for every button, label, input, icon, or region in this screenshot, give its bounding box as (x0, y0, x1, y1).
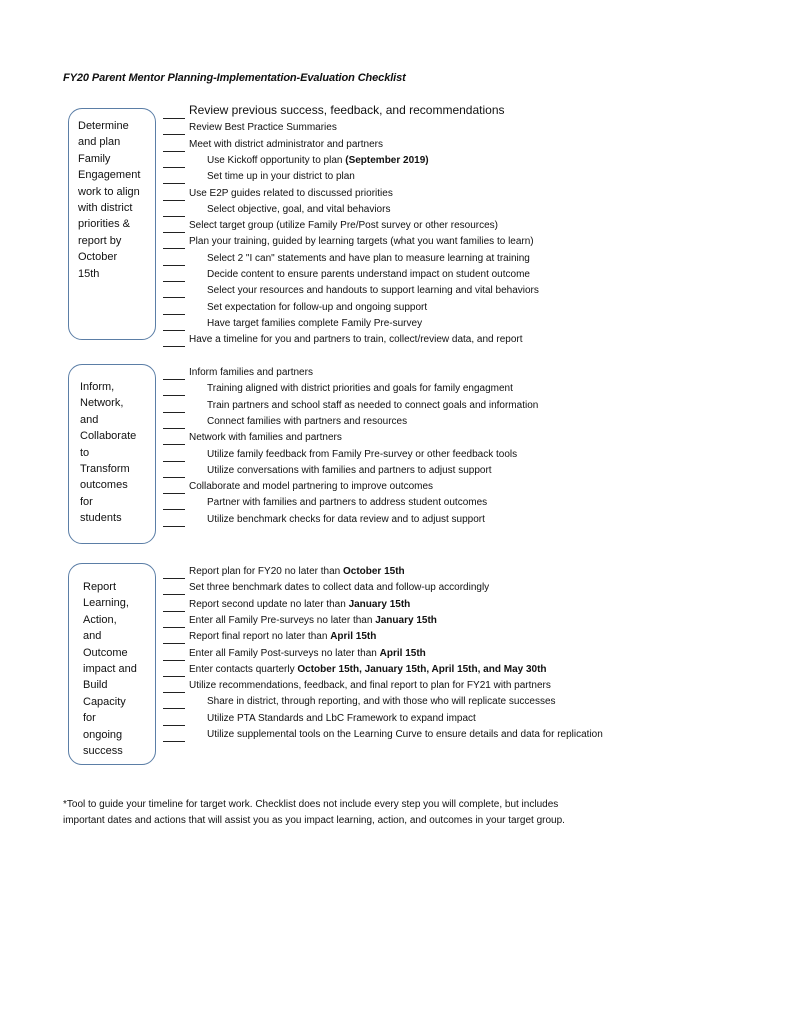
section-label-line: 15th (78, 267, 100, 280)
checkbox-line (163, 741, 185, 742)
checklist-item-text (207, 317, 422, 331)
checkbox-line (163, 708, 185, 709)
checkbox-line (163, 151, 185, 152)
section-label-inform (80, 379, 136, 527)
checklist-item-text (207, 695, 556, 709)
footnote-line: *Tool to guide your timeline for target work. Checklist does not include every step you will complete, but includes (63, 799, 559, 810)
checkbox-line (163, 444, 185, 445)
checkbox-line (163, 578, 185, 579)
section-label-line: and (80, 413, 99, 426)
section-label-line: success (83, 745, 123, 758)
checkbox-line (163, 676, 185, 677)
checklist-item-text (189, 647, 426, 661)
checkbox-line (163, 493, 185, 494)
checkbox-line (163, 314, 185, 315)
section-label-line: Collaborate (80, 430, 137, 443)
checklist-item-text (207, 448, 517, 462)
item-text: Meet with district administrator and partners (189, 138, 383, 150)
checkbox-line (163, 183, 185, 184)
checkbox-line (163, 330, 185, 331)
checklist-item-text (207, 399, 538, 413)
item-text: Set expectation for follow-up and ongoing support (207, 301, 428, 313)
section-label-line: Build (83, 679, 108, 692)
checklist-item-text (207, 154, 429, 168)
checklist-item-text (189, 366, 313, 380)
section-label-line: Transform (80, 463, 130, 476)
checklist-item-text (189, 598, 410, 612)
checklist-item-text (207, 496, 487, 510)
section-label-line: Engagement (78, 169, 141, 182)
checkbox-line (163, 477, 185, 478)
section-label-line: work to align (78, 185, 140, 198)
checklist-item-text (207, 301, 427, 315)
section-label-line: impact and (83, 663, 137, 676)
checklist-item-text (189, 480, 433, 494)
section-label-line: Determine (78, 120, 129, 132)
checkbox-line (163, 660, 185, 661)
item-text: Utilize benchmark checks for data review and to adjust support (207, 513, 485, 525)
item-text: Have a timeline for you and partners to train, collect/review data, and report (189, 334, 523, 346)
checklist-item-text (189, 103, 505, 117)
section-label-line: students (80, 512, 122, 525)
section-label-line: to (80, 446, 90, 459)
item-text: Report final report no later than (189, 631, 331, 643)
section-label-line: Report (83, 581, 117, 593)
checklist-item-text (189, 333, 523, 347)
item-text: Utilize supplemental tools on the Learning Curve to ensure details and data for replication (207, 729, 603, 740)
checklist-item-text (207, 268, 530, 282)
item-text: Decide content to ensure parents understand impact on student outcome (207, 269, 530, 280)
item-text: Set time up in your district to plan (207, 171, 355, 183)
item-text: Utilize recommendations, feedback, and final report to plan for FY21 with partners (189, 680, 551, 692)
item-date-emphasis: April 15th (330, 631, 377, 643)
section-label-line: Network, (80, 397, 124, 410)
checkbox-line (163, 627, 185, 628)
item-date-emphasis: October 15th (342, 566, 405, 577)
item-text: Report plan for FY20 no later than (189, 566, 343, 577)
item-text: Use E2P guides related to discussed priorities (189, 187, 393, 199)
item-text: Select 2 "I can" statements and have plan to measure learning at training (207, 252, 530, 264)
item-text: Have target families complete Family Pre-survey (207, 317, 423, 329)
section-label-line: ongoing (83, 728, 123, 741)
item-text: Train partners and school staff as needed to connect goals and information (207, 399, 539, 411)
checkbox-line (163, 725, 185, 726)
item-text: Connect families with partners and resources (207, 415, 408, 427)
section-label-plan (78, 118, 140, 282)
item-text: Utilize conversations with families and partners to adjust support (207, 464, 492, 476)
checklist-item-text (189, 431, 342, 445)
checkbox-line (163, 692, 185, 693)
checklist-item-text (189, 565, 405, 579)
item-date-emphasis: (September 2019) (345, 154, 429, 166)
checkbox-line (163, 265, 185, 266)
item-text: Select objective, goal, and vital behaviors (207, 203, 391, 215)
section-label-line: Family (78, 152, 111, 165)
section-label-line: Action, (83, 613, 117, 626)
item-text: Select your resources and handouts to support learning and vital behaviors (207, 285, 539, 297)
item-text: Review Best Practice Summaries (189, 122, 337, 134)
item-date-emphasis: April 15th (379, 647, 426, 659)
section-label-line: and (83, 630, 102, 643)
checklist-item-text (189, 614, 437, 628)
checkbox-line (163, 134, 185, 135)
checkbox-line (163, 461, 185, 462)
item-text: Report second update no later than (189, 598, 349, 610)
checkbox-line (163, 216, 185, 217)
checkbox-line (163, 611, 185, 612)
item-text: Use Kickoff opportunity to plan (207, 154, 346, 166)
checklist-item-text (207, 415, 407, 429)
item-text: Collaborate and model partnering to improve outcomes (189, 481, 434, 493)
item-text: Select target group (utilize Family Pre/Post survey or other resources) (189, 220, 499, 232)
section-label-line: priorities & (78, 218, 130, 231)
checklist-item-text (189, 235, 534, 249)
checkbox-line (163, 643, 185, 644)
checklist-item-text (189, 138, 383, 152)
item-text: Enter contacts quarterly (189, 663, 298, 675)
item-text: Inform families and partners (189, 367, 313, 378)
footnote (63, 797, 743, 829)
checkbox-line (163, 346, 185, 347)
section-label-line: for (80, 495, 93, 508)
checklist-item-text (207, 170, 355, 184)
page-title: FY20 Parent Mentor Planning-Implementation-Evaluation Checklist (63, 72, 406, 84)
section-label-line: outcomes (80, 479, 128, 492)
checklist-item-text (189, 663, 547, 677)
item-text: Share in district, through reporting, and with those who will replicate successes (207, 696, 556, 708)
section-label-line: October (78, 251, 118, 264)
item-date-emphasis: January 15th (375, 614, 437, 626)
checklist-item-text (207, 252, 530, 266)
checkbox-line (163, 167, 185, 168)
section-label-line: Learning, (83, 597, 129, 610)
section-label-line: Inform, (80, 381, 115, 393)
item-text: Enter all Family Pre-surveys no later than (189, 614, 376, 626)
item-text: Set three benchmark dates to collect data and follow-up accordingly (189, 582, 490, 594)
checklist-item-text (207, 513, 485, 527)
footnote-line: important dates and actions that will assist you as you impact learning, action, and outcomes in your target group. (63, 815, 565, 826)
checkbox-line (163, 428, 185, 429)
checklist-item-text (207, 203, 390, 217)
checklist-item-text (207, 712, 476, 726)
checkbox-line (163, 509, 185, 510)
item-text: Training aligned with district priorities and goals for family engagment (207, 383, 513, 395)
checklist-item-text (189, 121, 337, 135)
checklist-item-text (189, 187, 393, 201)
checkbox-line (163, 118, 185, 119)
item-text: Plan your training, guided by learning targets (what you want families to learn) (189, 236, 534, 248)
item-text: Network with families and partners (189, 432, 342, 444)
checklist-item-text (207, 284, 539, 298)
section-label-line: Outcome (83, 646, 128, 659)
checkbox-line (163, 232, 185, 233)
item-date-emphasis: October 15th, January 15th, April 15th, and May 30th (297, 663, 547, 675)
checkbox-line (163, 297, 185, 298)
checklist-item-text (189, 630, 376, 644)
checkbox-line (163, 594, 185, 595)
section-label-line: with district (78, 202, 133, 215)
checkbox-line (163, 395, 185, 396)
checklist-item-text (189, 219, 498, 233)
section-label-line: and plan (78, 136, 121, 149)
item-text: Utilize family feedback from Family Pre-survey or other feedback tools (207, 448, 518, 460)
item-text: Enter all Family Post-surveys no later than (189, 647, 380, 659)
item-date-emphasis: January 15th (348, 598, 411, 610)
item-text: Review previous success, feedback, and recommendations (189, 103, 505, 117)
section-label-line: report by (78, 234, 122, 247)
checkbox-line (163, 412, 185, 413)
item-text: Utilize PTA Standards and LbC Framework to expand impact (207, 712, 476, 724)
section-label-line: Capacity (83, 695, 126, 708)
checkbox-line (163, 248, 185, 249)
checkbox-line (163, 526, 185, 527)
checkbox-line (163, 281, 185, 282)
section-label-line: for (83, 712, 96, 725)
section-label-report (83, 579, 137, 759)
checklist-item-text (189, 581, 489, 595)
item-text: Partner with families and partners to address student outcomes (207, 497, 488, 509)
checklist-item-text (207, 464, 492, 478)
checklist-item-text (207, 382, 513, 396)
checklist-item-text (189, 679, 551, 693)
checkbox-line (163, 379, 185, 380)
checkbox-line (163, 200, 185, 201)
checklist-item-text (207, 728, 603, 742)
